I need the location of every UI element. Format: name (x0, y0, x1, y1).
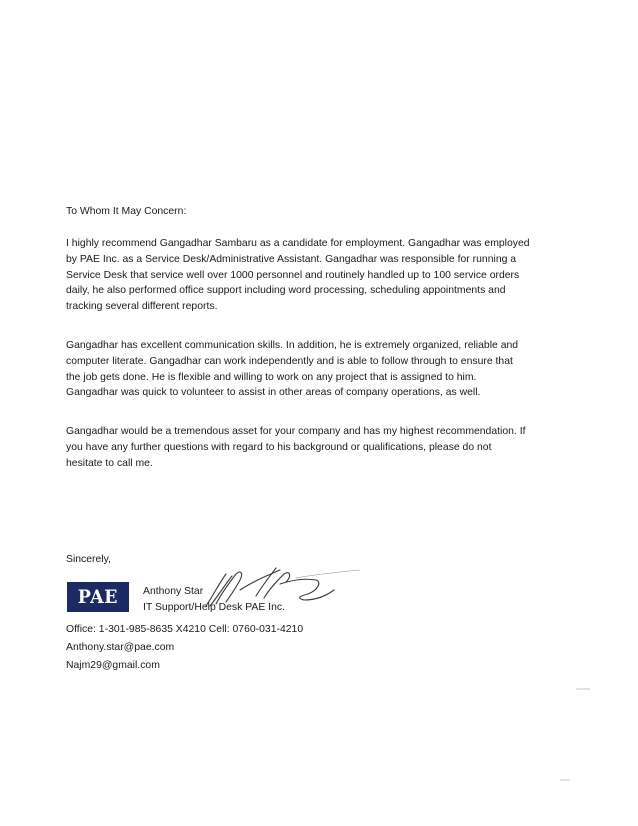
handwritten-signature (200, 560, 360, 610)
paragraph-line: computer literate. Gangadhar can work independently and is able to follow through to ensure that (66, 355, 513, 367)
signer-name: Anthony Star (143, 586, 204, 597)
salutation: To Whom It May Concern: (66, 206, 187, 217)
paragraph-3 (66, 424, 526, 471)
signer-title: IT Support/Help Desk PAE Inc. (143, 602, 285, 613)
paragraph-line: Gangadhar has excellent communication skills. In addition, he is extremely organized, reliable and (66, 340, 519, 351)
paragraph-line: Gangadhar would be a tremendous asset for your company and has my highest recommendation. If (66, 426, 526, 437)
paragraph-2 (66, 338, 518, 401)
pae-logo (67, 582, 129, 612)
paragraph-line: Service Desk that service well over 1000 personnel and routinely handled up to 100 service orders (66, 269, 520, 281)
signer-email-1: Anthony.star@pae.com (66, 642, 175, 653)
scan-speck (560, 779, 570, 781)
paragraph-1 (66, 236, 530, 315)
paragraph-line: hesitate to call me. (66, 457, 153, 469)
paragraph-line: you have any further questions with regard to his background or qualifications, please do not (66, 441, 492, 453)
paragraph-line: by PAE Inc. as a Service Desk/Administrative Assistant. Gangadhar was responsible for running a (66, 253, 517, 265)
paragraph-line: tracking several different reports. (66, 301, 218, 313)
paragraph-line: I highly recommend Gangadhar Sambaru as a candidate for employment. Gangadhar was employed (66, 238, 530, 249)
logo-text: PAE (77, 586, 119, 608)
closing: Sincerely, (66, 554, 111, 565)
paragraph-line: Gangadhar was quick to volunteer to assist in other areas of company operations, as well. (66, 387, 481, 399)
scan-speck (576, 688, 590, 690)
paragraph-line: the job gets done. He is flexible and willing to work on any project that is assigned to him. (66, 371, 477, 383)
signer-email-2: Najm29@gmail.com (66, 660, 160, 671)
signer-phone: Office: 1-301-985-8635 X4210 Cell: 0760-031-4210 (66, 624, 304, 635)
paragraph-line: daily, he also performed office support including word processing, scheduling appointments and (66, 285, 506, 297)
